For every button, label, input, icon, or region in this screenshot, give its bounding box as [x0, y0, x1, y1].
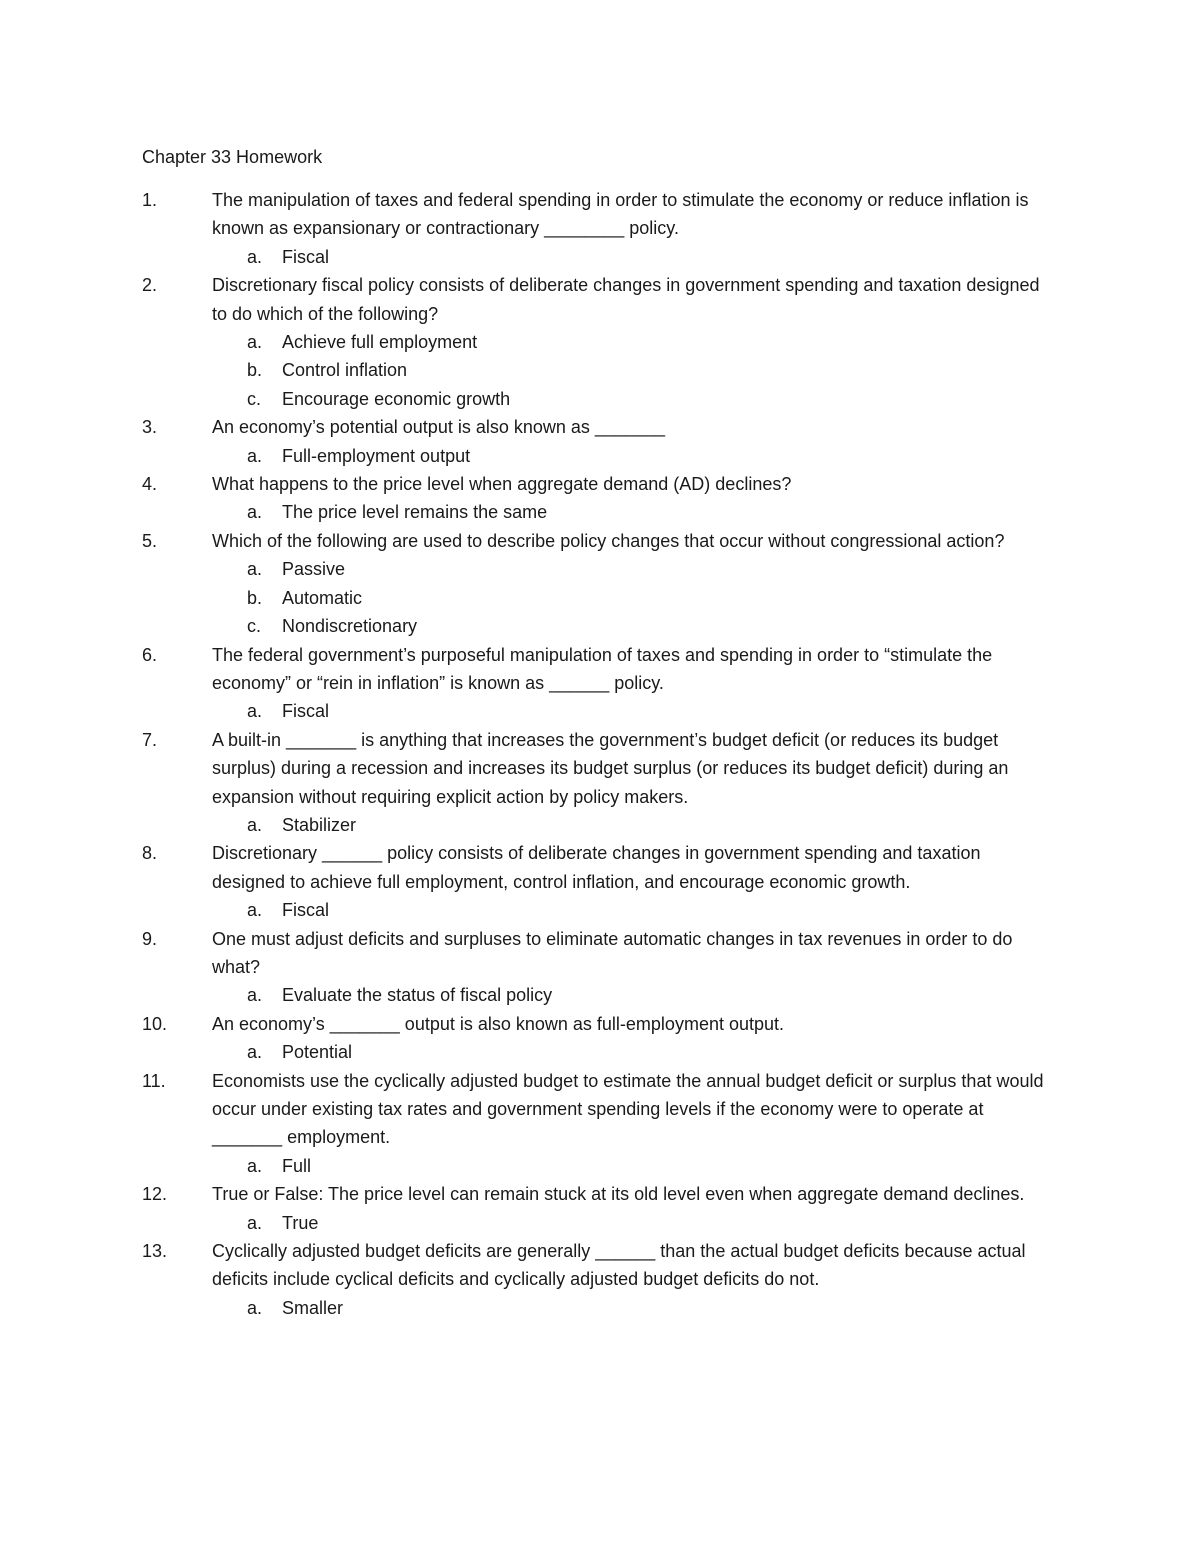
answer-letter: a.	[247, 900, 263, 921]
question-10	[0, 1010, 1200, 1067]
answer-text: Encourage economic growth	[282, 388, 511, 409]
answer-letter: a.	[247, 814, 263, 835]
question-text: The federal government’s purposeful manipulation of taxes and spending in order to “stimulate the economy” or “rein in inflation” is known as ______ policy.	[212, 644, 993, 693]
question-number: 13.	[142, 1241, 168, 1262]
question-number: 12.	[142, 1184, 168, 1205]
answer-letter: a.	[247, 246, 263, 267]
question-5	[0, 527, 1200, 641]
question-number: 9.	[142, 928, 158, 949]
question-list	[0, 186, 1200, 1322]
question-13	[0, 1237, 1200, 1322]
answer-item	[0, 1294, 1200, 1322]
question-11	[0, 1067, 1200, 1181]
answer-text: Potential	[282, 1042, 353, 1063]
question-3	[0, 413, 1200, 470]
question-1	[0, 186, 1200, 271]
answer-item	[0, 328, 1200, 356]
answer-letter: c.	[247, 388, 262, 409]
question-text: Discretionary ______ policy consists of deliberate changes in government spending and taxation designed to achieve full employment, control inflation, and encourage economic growth.	[212, 843, 981, 892]
answer-item	[0, 1209, 1200, 1237]
question-2	[0, 271, 1200, 413]
question-6	[0, 641, 1200, 726]
question-number: 8.	[142, 843, 158, 864]
question-number: 11.	[142, 1070, 166, 1091]
answer-text: Evaluate the status of fiscal policy	[282, 985, 553, 1006]
answer-item	[0, 697, 1200, 725]
answer-letter: a.	[247, 985, 263, 1006]
answer-text: Achieve full employment	[282, 332, 478, 353]
answer-text: Fiscal	[282, 701, 330, 722]
question-number: 7.	[142, 729, 158, 750]
answer-list	[0, 442, 1200, 470]
answer-item	[0, 811, 1200, 839]
answer-letter: a.	[247, 559, 263, 580]
question-text: A built-in _______ is anything that increases the government’s budget deficit (or reduces its budget surplus) during a recession and increases its budget surplus (or reduces its budget deficit) during an expansion without requiring explicit action by policy makers.	[212, 729, 1009, 807]
question-8	[0, 839, 1200, 924]
answer-list	[0, 328, 1200, 413]
answer-item	[0, 442, 1200, 470]
question-7	[0, 726, 1200, 840]
answer-text: Fiscal	[282, 900, 330, 921]
question-text: True or False: The price level can remain stuck at its old level even when aggregate demand declines.	[212, 1184, 1025, 1205]
answer-letter: a.	[247, 701, 263, 722]
question-text: An economy’s potential output is also known as _______	[212, 417, 665, 438]
answer-letter: b.	[247, 360, 263, 381]
answer-item	[0, 356, 1200, 384]
answer-text: Stabilizer	[282, 814, 357, 835]
answer-letter: a.	[247, 1155, 263, 1176]
answer-letter: b.	[247, 587, 263, 608]
answer-list	[0, 1294, 1200, 1322]
document-title: Chapter 33 Homework	[142, 147, 323, 167]
answer-letter: c.	[247, 616, 262, 637]
question-text: Discretionary fiscal policy consists of deliberate changes in government spending and taxation designed to do which of the following?	[212, 275, 1040, 324]
question-text: One must adjust deficits and surpluses to eliminate automatic changes in tax revenues in order to do what?	[212, 928, 1013, 977]
answer-text: Full	[282, 1155, 312, 1176]
question-number: 2.	[142, 275, 158, 296]
answer-text: Fiscal	[282, 246, 330, 267]
question-text: What happens to the price level when aggregate demand (AD) declines?	[212, 474, 792, 495]
answer-text: Automatic	[282, 587, 363, 608]
answer-item	[0, 612, 1200, 640]
answer-list	[0, 498, 1200, 526]
question-text: Which of the following are used to describe policy changes that occur without congressional action?	[212, 530, 1005, 551]
answer-item	[0, 1152, 1200, 1180]
answer-letter: a.	[247, 502, 263, 523]
answer-list	[0, 1038, 1200, 1066]
answer-text: Passive	[282, 559, 346, 580]
question-text: Economists use the cyclically adjusted budget to estimate the annual budget deficit or surplus that would occur under existing tax rates and government spending levels if the economy were to operate at _______ employment.	[212, 1070, 1044, 1148]
answer-text: Nondiscretionary	[282, 616, 418, 637]
answer-list	[0, 981, 1200, 1009]
answer-list	[0, 896, 1200, 924]
answer-list	[0, 243, 1200, 271]
answer-letter: a.	[247, 445, 263, 466]
answer-letter: a.	[247, 1212, 263, 1233]
answer-letter: a.	[247, 1042, 263, 1063]
answer-text: Smaller	[282, 1297, 344, 1318]
answer-letter: a.	[247, 1297, 263, 1318]
answer-text: Control inflation	[282, 360, 408, 381]
question-number: 1.	[142, 190, 158, 210]
question-text: An economy’s _______ output is also known as full-employment output.	[212, 1013, 785, 1034]
answer-item	[0, 243, 1200, 271]
answer-list	[0, 555, 1200, 640]
answer-item	[0, 584, 1200, 612]
answer-text: Full-employment output	[282, 445, 471, 466]
answer-list	[0, 1152, 1200, 1180]
question-number: 5.	[142, 530, 158, 551]
answer-list	[0, 1209, 1200, 1237]
question-4	[0, 470, 1200, 527]
question-9	[0, 925, 1200, 1010]
question-12	[0, 1180, 1200, 1237]
question-text: Cyclically adjusted budget deficits are generally ______ than the actual budget deficits because actual deficits include cyclical deficits and cyclically adjusted budget deficits do not.	[212, 1241, 1026, 1290]
question-number: 10.	[142, 1013, 168, 1034]
answer-item	[0, 498, 1200, 526]
answer-list	[0, 811, 1200, 839]
answer-text: The price level remains the same	[282, 502, 548, 523]
answer-list	[0, 697, 1200, 725]
answer-item	[0, 385, 1200, 413]
answer-letter: a.	[247, 332, 263, 353]
answer-item	[0, 981, 1200, 1009]
question-text: The manipulation of taxes and federal spending in order to stimulate the economy or reduce inflation is known as expansionary or contractionary ________ policy.	[212, 190, 1029, 239]
answer-text: True	[282, 1212, 319, 1233]
question-number: 6.	[142, 644, 158, 665]
answer-item	[0, 896, 1200, 924]
answer-item	[0, 1038, 1200, 1066]
question-number: 4.	[142, 474, 158, 495]
question-number: 3.	[142, 417, 158, 438]
answer-item	[0, 555, 1200, 583]
